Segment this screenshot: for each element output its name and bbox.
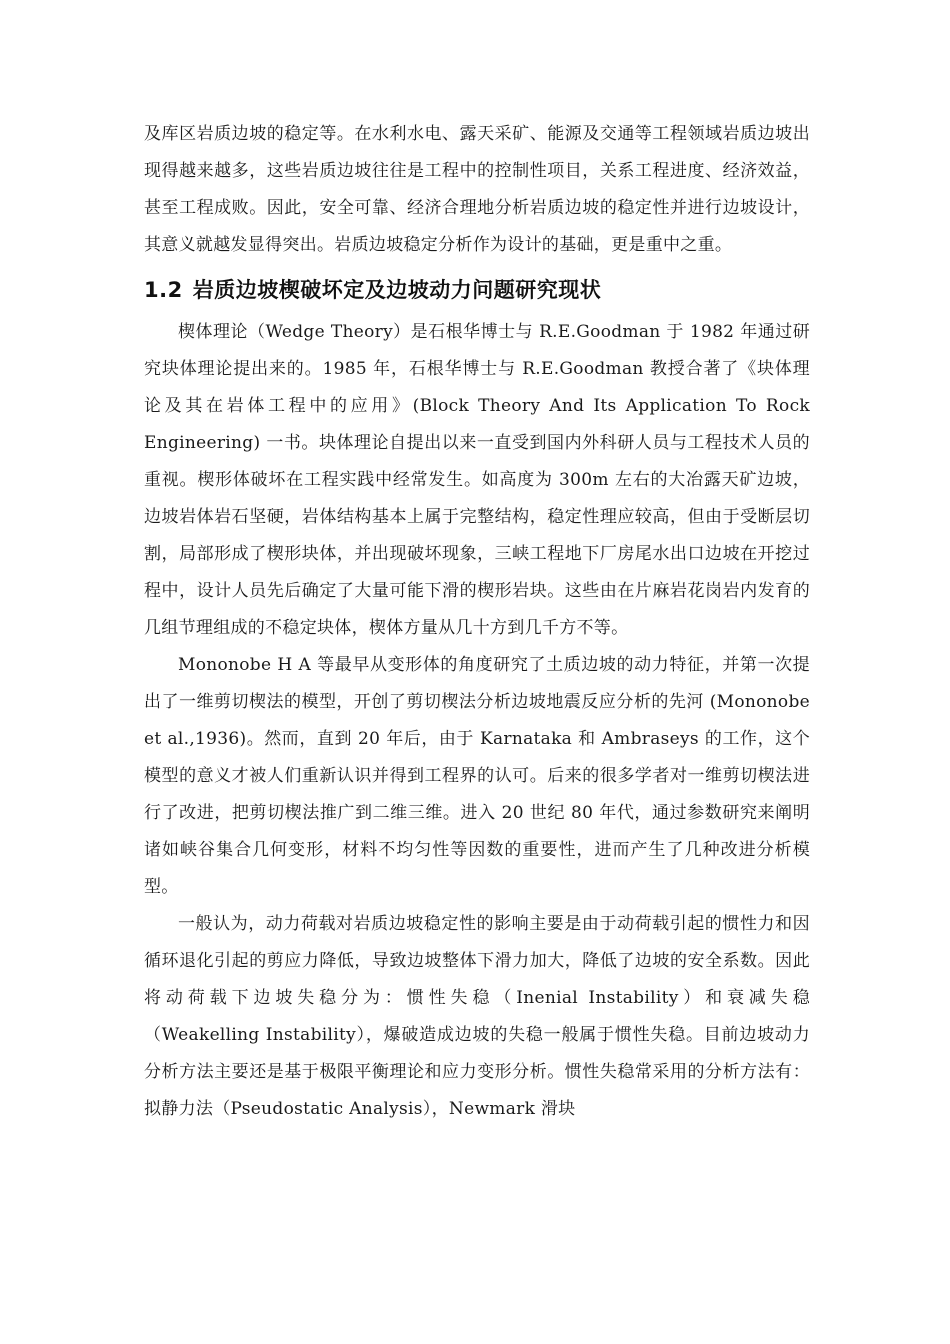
- section-heading: [144, 268, 810, 312]
- document-body: [144, 116, 810, 1128]
- paragraph-wedge-theory: 楔体理论（Wedge Theory）是石根华博士与 R.E.Goodman 于 1982 年通过研究块体理论提出来的。1985 年，石根华博士与 R.E.Goodman 教授合著了《块体理论及其在岩体工程中的应用》(Block Theory And Its Application To Rock Engineering) 一书。块体理论自提出以来一直受到国内外科研人员与工程技术人员的重视。楔形体破坏在工程实践中经常发生。如高度为 300m 左右的大冶露天矿边坡，边坡岩体岩石坚硬，岩体结构基本上属于完整结构，稳定性理应较高，但由于受断层切割，局部形成了楔形块体，并出现破坏现象，三峡工程地下厂房尾水出口边坡在开挖过程中，设计人员先后确定了大量可能下滑的楔形岩块。这些由在片麻岩花岗岩内发育的几组节理组成的不稳定块体，楔体方量从几十方到几千方不等。: [144, 322, 810, 638]
- paragraph-shear-wedge: Mononobe H A 等最早从变形体的角度研究了土质边坡的动力特征，并第一次提出了一维剪切楔法的模型，开创了剪切楔法分析边坡地震反应分析的先河 (Mononobe et al.,1936)。然而，直到 20 年后，由于 Karnataka 和 Ambraseys 的工作，这个模型的意义才被人们重新认识并得到工程界的认可。后来的很多学者对一维剪切楔法进行了改进，把剪切楔法推广到二维三维。进入 20 世纪 80 年代，通过参数研究来阐明诸如峡谷集合几何变形，材料不均匀性等因数的重要性，进而产生了几种改进分析模型。: [144, 655, 810, 897]
- section-number: 1.2: [144, 278, 183, 302]
- section-title: 岩质边坡楔破坏定及边坡动力问题研究现状: [192, 278, 602, 302]
- paragraph-dynamic-load: 一般认为，动力荷载对岩质边坡稳定性的影响主要是由于动荷载引起的惯性力和因循环退化引起的剪应力降低，导致边坡整体下滑力加大，降低了边坡的安全系数。因此将动荷载下边坡失稳分为：惯性失稳（Inenial Instability）和衰减失稳（Weakelling Instability），爆破造成边坡的失稳一般属于惯性失稳。目前边坡动力分析方法主要还是基于极限平衡理论和应力变形分析。惯性失稳常采用的分析方法有：拟静力法（Pseudostatic Analysis），Newmark 滑块: [144, 914, 810, 1119]
- paragraph-continuation: 及库区岩质边坡的稳定等。在水利水电、露天采矿、能源及交通等工程领域岩质边坡出现得越来越多，这些岩质边坡往往是工程中的控制性项目，关系工程进度、经济效益，甚至工程成败。因此，安全可靠、经济合理地分析岩质边坡的稳定性并进行边坡设计，其意义就越发显得突出。岩质边坡稳定分析作为设计的基础，更是重中之重。: [144, 124, 810, 255]
